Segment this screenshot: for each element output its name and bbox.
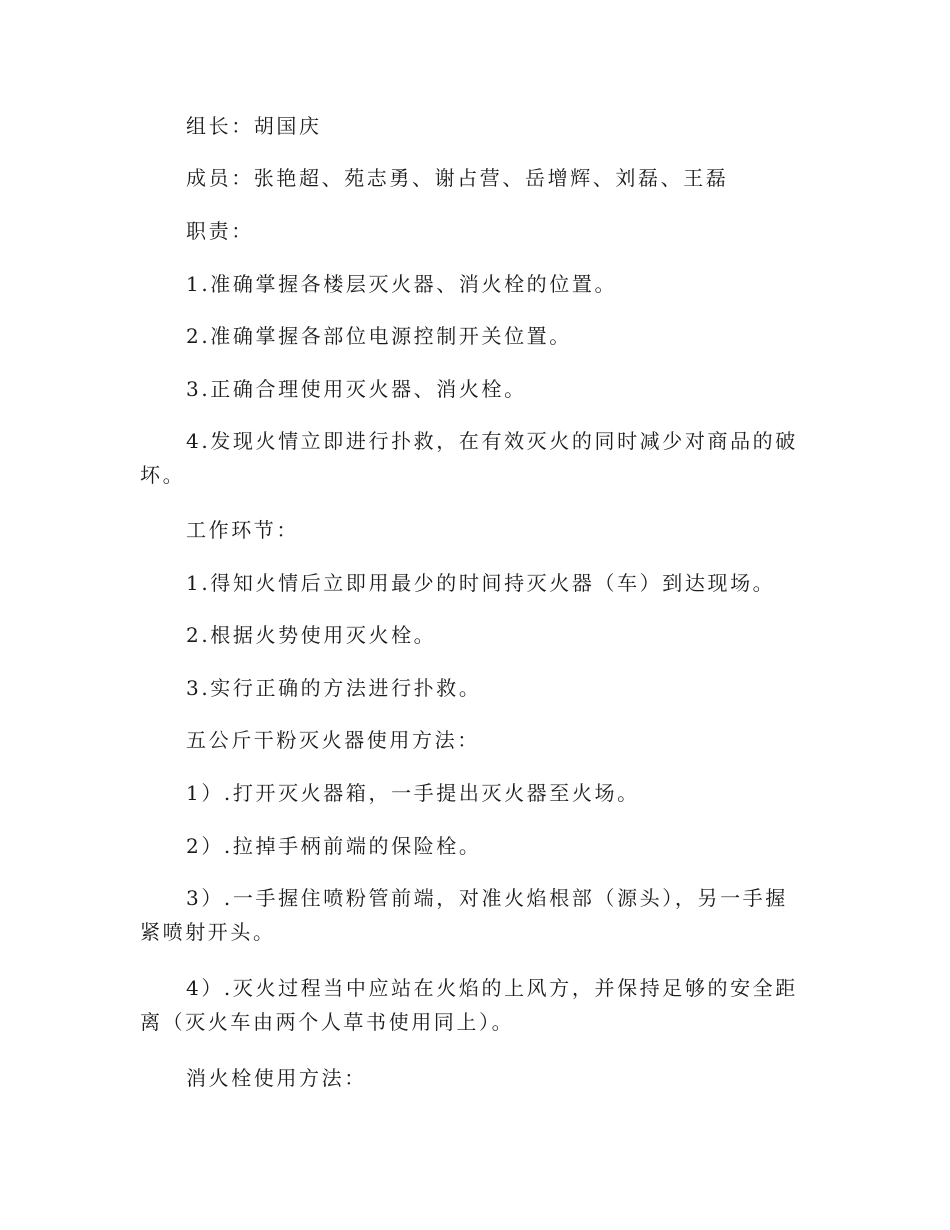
duties-heading: 职责： <box>186 219 254 243</box>
duty-item-3: 3.正确合理使用灭火器、消火栓。 <box>186 377 527 401</box>
extinguisher-step-1: 1）.打开灭火器箱，一手提出灭火器至火场。 <box>186 781 640 805</box>
duty-item-4: 4.发现火情立即进行扑救，在有效灭火的同时减少对商品的破坏。 <box>140 429 798 487</box>
workflow-item-1: 1.得知火情后立即用最少的时间持灭火器（车）到达现场。 <box>186 571 776 595</box>
leader-line: 组长：胡国庆 <box>186 114 322 138</box>
duty-item-1: 1.准确掌握各楼层灭火器、消火栓的位置。 <box>186 272 618 296</box>
extinguisher-step-4: 4）.灭火过程当中应站在火焰的上风方，并保持足够的安全距离（灭火车由两个人草书使用同上）。 <box>140 976 798 1034</box>
workflow-item-3: 3.实行正确的方法进行扑救。 <box>186 676 482 700</box>
members-line: 成员：张艳超、苑志勇、谢占营、岳增辉、刘磊、王磊 <box>186 166 729 190</box>
hydrant-heading: 消火栓使用方法： <box>186 1066 367 1090</box>
extinguisher-step-2: 2）.拉掉手柄前端的保险栓。 <box>186 834 482 858</box>
extinguisher-step-3: 3）.一手握住喷粉管前端，对准火焰根部（源头），另一手握紧喷射开头。 <box>140 886 788 944</box>
duty-item-2: 2.准确掌握各部位电源控制开关位置。 <box>186 324 572 348</box>
extinguisher-heading: 五公斤干粉灭火器使用方法： <box>186 728 480 752</box>
workflow-heading: 工作环节： <box>186 518 299 542</box>
workflow-item-2: 2.根据火势使用灭火栓。 <box>186 623 437 647</box>
